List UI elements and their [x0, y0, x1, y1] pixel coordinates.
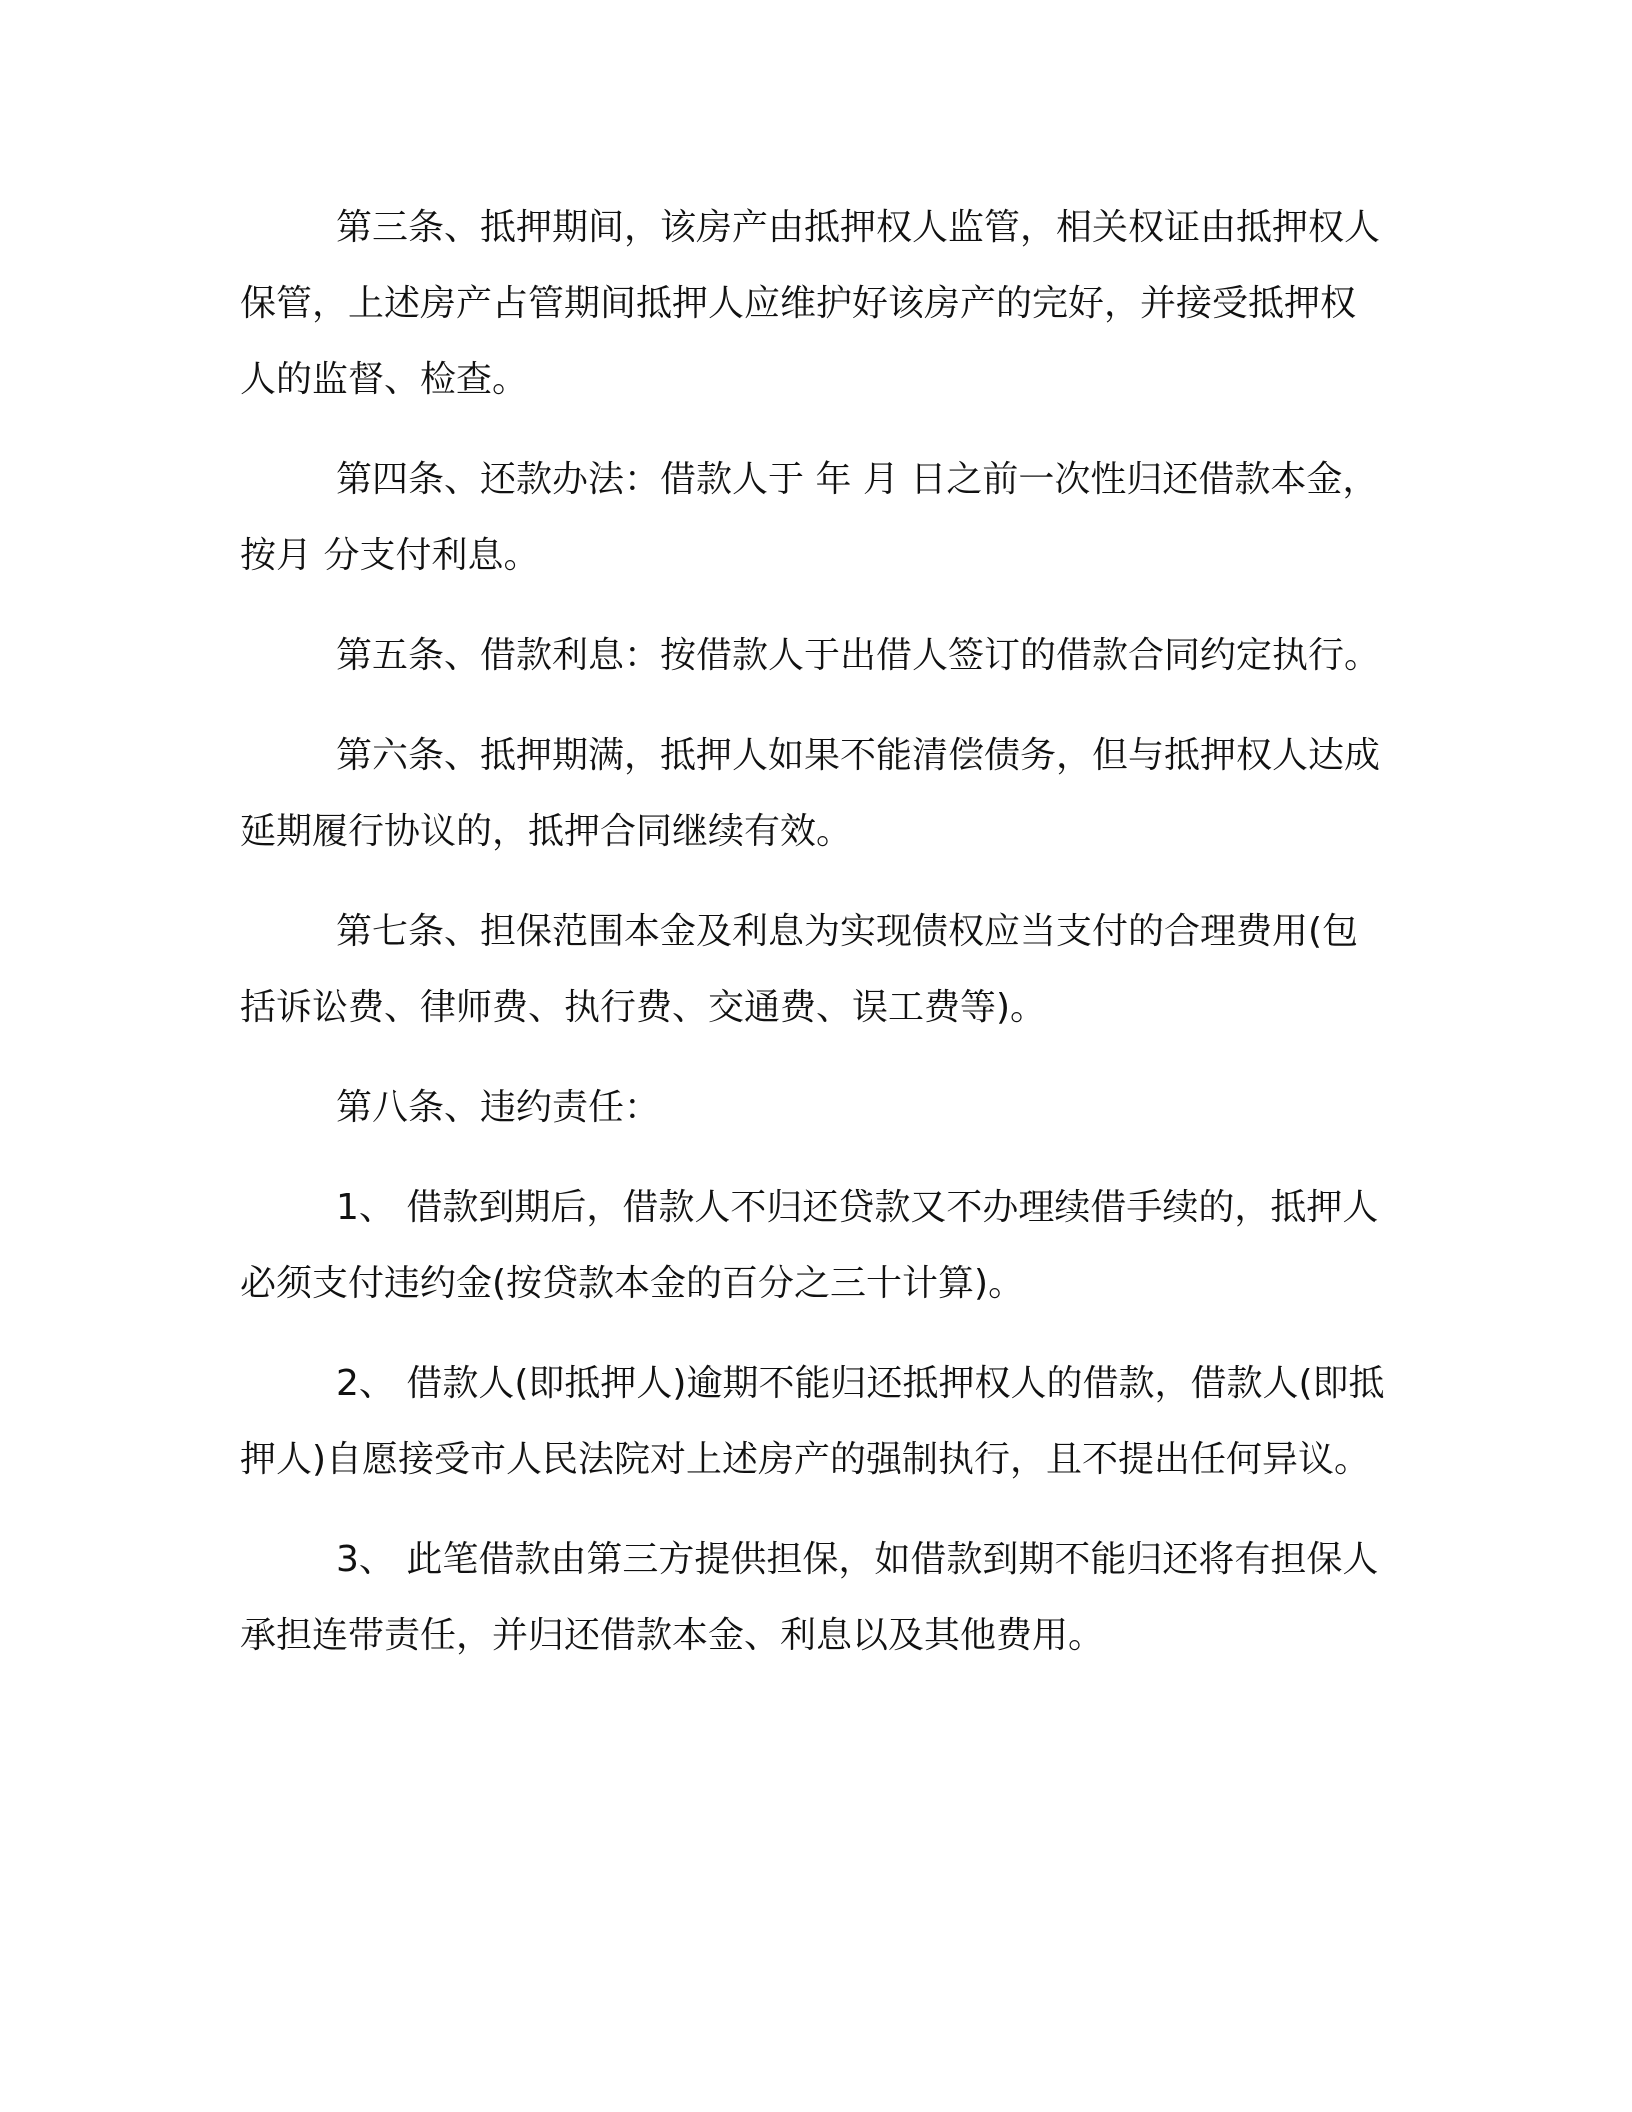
article-8-clause-3: 3、 此笔借款由第三方提供担保，如借款到期不能归还将有担保人承担连带责任，并归还借款本金、利息以及其他费用。 [240, 1539, 1379, 1656]
article-5-paragraph: 第五条、借款利息：按借款人于出借人签订的借款合同约定执行。 [336, 635, 1381, 676]
document-page [240, 190, 1390, 1698]
article-8-clause-1: 1、 借款到期后，借款人不归还贷款又不办理续借手续的，抵押人必须支付违约金(按贷款本金的百分之三十计算)。 [240, 1187, 1379, 1304]
article-8-clause-2: 2、 借款人(即抵押人)逾期不能归还抵押权人的借款，借款人(即抵押人)自愿接受市人民法院对上述房产的强制执行，且不提出任何异议。 [240, 1363, 1385, 1480]
article-4-paragraph: 第四条、还款办法：借款人于 年 月 日之前一次性归还借款本金，按月 分支付利息。 [240, 459, 1379, 576]
article-3-paragraph: 第三条、抵押期间，该房产由抵押权人监管，相关权证由抵押权人保管，上述房产占管期间抵押人应维护好该房产的完好，并接受抵押权人的监督、检查。 [240, 207, 1381, 400]
article-6-paragraph: 第六条、抵押期满，抵押人如果不能清偿债务，但与抵押权人达成延期履行协议的，抵押合同继续有效。 [240, 735, 1381, 852]
article-7-paragraph: 第七条、担保范围本金及利息为实现债权应当支付的合理费用(包括诉讼费、律师费、执行费、交通费、误工费等)。 [240, 911, 1359, 1028]
article-8-heading: 第八条、违约责任： [336, 1087, 661, 1128]
